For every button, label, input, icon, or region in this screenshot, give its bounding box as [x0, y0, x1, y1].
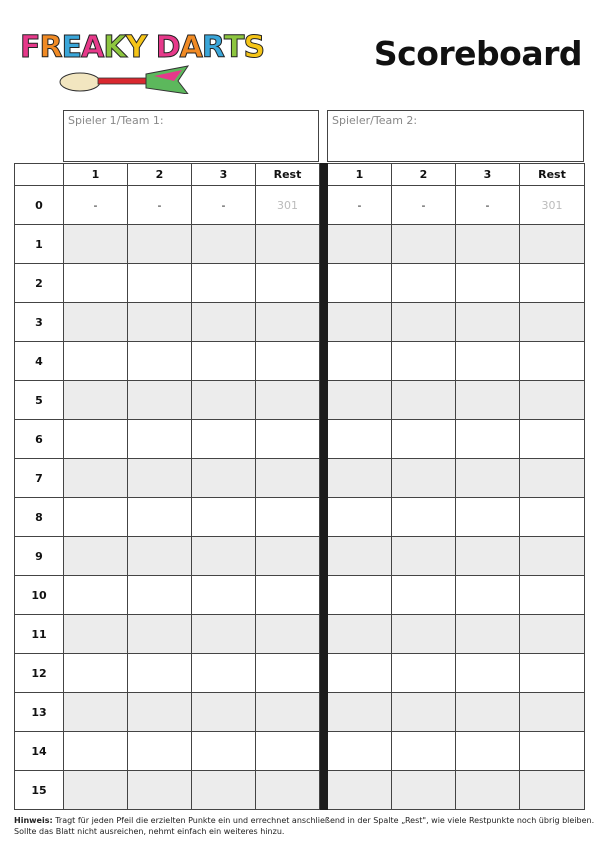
score-cell[interactable]: - — [328, 186, 392, 225]
p2-col-header: 1 — [328, 164, 392, 186]
score-cell[interactable] — [456, 303, 520, 342]
freaky-darts-logo — [20, 28, 265, 88]
rest-cell[interactable] — [520, 615, 585, 654]
divider — [320, 264, 328, 303]
rest-cell[interactable] — [520, 576, 585, 615]
logo-wordmark — [20, 30, 264, 65]
rest-cell[interactable] — [520, 264, 585, 303]
round-row — [15, 771, 585, 810]
rest-cell[interactable] — [256, 771, 320, 810]
score-cell[interactable] — [64, 225, 128, 264]
score-cell[interactable] — [328, 615, 392, 654]
score-cell[interactable] — [392, 303, 456, 342]
round-row — [15, 420, 585, 459]
score-cell[interactable] — [64, 771, 128, 810]
row-number: 15 — [15, 771, 64, 810]
score-cell[interactable] — [192, 381, 256, 420]
rest-cell[interactable] — [256, 459, 320, 498]
score-cell[interactable] — [456, 654, 520, 693]
divider — [320, 459, 328, 498]
score-cell[interactable] — [64, 537, 128, 576]
rest-cell[interactable]: 301 — [256, 186, 320, 225]
divider — [320, 654, 328, 693]
score-cell[interactable]: - — [128, 186, 192, 225]
score-cell[interactable] — [192, 225, 256, 264]
score-cell[interactable] — [64, 732, 128, 771]
rest-cell[interactable] — [256, 420, 320, 459]
p1-col-header: 2 — [128, 164, 192, 186]
score-cell[interactable] — [64, 381, 128, 420]
score-cell[interactable] — [128, 654, 192, 693]
round-row — [15, 654, 585, 693]
score-cell[interactable] — [64, 615, 128, 654]
round-row — [15, 498, 585, 537]
divider — [320, 576, 328, 615]
header-row — [15, 164, 585, 186]
score-cell[interactable] — [64, 654, 128, 693]
score-cell[interactable] — [192, 693, 256, 732]
logo-letter: D — [155, 30, 180, 65]
score-cell[interactable] — [64, 264, 128, 303]
score-cell[interactable] — [192, 576, 256, 615]
score-cell[interactable] — [64, 459, 128, 498]
logo-letter: F — [20, 30, 40, 65]
score-cell[interactable] — [328, 693, 392, 732]
note-text: Tragt für jeden Pfeil die erzielten Punkte ein und errechnet anschließend in der Spalte „Rest", wie viele Restpunkte noch übrig bleiben. Sollte das Blatt nicht ausreichen, nehmt einfach ein weiteres hinzu. — [14, 816, 595, 836]
score-cell[interactable]: - — [392, 186, 456, 225]
score-cell[interactable] — [456, 381, 520, 420]
score-cell[interactable] — [456, 498, 520, 537]
rest-cell[interactable] — [520, 342, 585, 381]
score-cell[interactable] — [392, 225, 456, 264]
score-cell[interactable] — [328, 732, 392, 771]
divider — [320, 381, 328, 420]
score-cell[interactable] — [192, 420, 256, 459]
row-number: 9 — [15, 537, 64, 576]
p2-col-header: Rest — [520, 164, 585, 186]
score-cell[interactable] — [328, 264, 392, 303]
score-cell[interactable] — [192, 771, 256, 810]
score-cell[interactable] — [392, 459, 456, 498]
score-table — [14, 163, 585, 810]
score-cell[interactable] — [192, 654, 256, 693]
score-cell[interactable] — [392, 771, 456, 810]
rest-cell[interactable] — [256, 225, 320, 264]
score-cell[interactable] — [392, 342, 456, 381]
rest-cell[interactable] — [256, 654, 320, 693]
round-row — [15, 576, 585, 615]
logo-letter: K — [103, 30, 126, 65]
score-cell[interactable] — [328, 771, 392, 810]
rest-cell[interactable] — [520, 537, 585, 576]
round-row — [15, 303, 585, 342]
score-cell[interactable] — [128, 693, 192, 732]
score-cell[interactable] — [328, 342, 392, 381]
rest-cell[interactable] — [520, 225, 585, 264]
score-cell[interactable] — [456, 459, 520, 498]
score-cell[interactable] — [328, 459, 392, 498]
row-number: 5 — [15, 381, 64, 420]
score-cell[interactable] — [192, 342, 256, 381]
score-cell[interactable]: - — [192, 186, 256, 225]
divider — [320, 615, 328, 654]
rest-cell[interactable] — [256, 732, 320, 771]
score-cell[interactable] — [392, 537, 456, 576]
round-row — [15, 732, 585, 771]
score-cell[interactable] — [128, 537, 192, 576]
round-row — [15, 225, 585, 264]
hint-note — [14, 815, 598, 837]
score-cell[interactable] — [392, 381, 456, 420]
divider — [320, 771, 328, 810]
rest-cell[interactable] — [256, 498, 320, 537]
score-cell[interactable] — [128, 771, 192, 810]
score-cell[interactable] — [128, 615, 192, 654]
player2-name-field[interactable] — [327, 110, 584, 162]
row-number: 4 — [15, 342, 64, 381]
divider — [320, 420, 328, 459]
rest-cell[interactable] — [256, 615, 320, 654]
score-cell[interactable] — [192, 264, 256, 303]
score-cell[interactable] — [192, 303, 256, 342]
round-row — [15, 381, 585, 420]
round-row — [15, 693, 585, 732]
score-cell[interactable] — [456, 576, 520, 615]
p2-col-header: 3 — [456, 164, 520, 186]
score-cell[interactable] — [64, 420, 128, 459]
row-number: 13 — [15, 693, 64, 732]
score-cell[interactable] — [328, 654, 392, 693]
round-row — [15, 342, 585, 381]
score-cell[interactable] — [128, 303, 192, 342]
divider — [320, 303, 328, 342]
logo-letter — [146, 30, 155, 65]
score-cell[interactable] — [456, 225, 520, 264]
score-cell[interactable] — [456, 342, 520, 381]
score-cell[interactable] — [456, 732, 520, 771]
rest-cell[interactable] — [256, 381, 320, 420]
score-cell[interactable] — [456, 771, 520, 810]
row-number: 14 — [15, 732, 64, 771]
score-cell[interactable] — [64, 342, 128, 381]
logo-letter: E — [61, 30, 82, 65]
rest-cell[interactable] — [256, 537, 320, 576]
row-number: 3 — [15, 303, 64, 342]
rest-cell[interactable] — [256, 264, 320, 303]
row-number: 0 — [15, 186, 64, 225]
score-cell[interactable] — [328, 225, 392, 264]
score-cell[interactable] — [128, 264, 192, 303]
score-cell[interactable] — [128, 459, 192, 498]
rest-cell[interactable] — [256, 303, 320, 342]
score-cell[interactable] — [192, 498, 256, 537]
score-cell[interactable] — [456, 537, 520, 576]
divider — [320, 732, 328, 771]
score-cell[interactable] — [456, 693, 520, 732]
logo-letter: A — [81, 30, 104, 65]
player1-label: Spieler 1/Team 1: — [68, 114, 164, 127]
score-cell[interactable] — [392, 498, 456, 537]
score-cell[interactable] — [128, 225, 192, 264]
rest-cell[interactable] — [256, 342, 320, 381]
score-cell[interactable] — [456, 264, 520, 303]
divider — [320, 186, 328, 225]
row-number: 8 — [15, 498, 64, 537]
row-number: 1 — [15, 225, 64, 264]
divider — [320, 225, 328, 264]
score-cell[interactable] — [192, 537, 256, 576]
divider — [320, 537, 328, 576]
score-cell[interactable] — [64, 693, 128, 732]
divider — [320, 498, 328, 537]
score-cell[interactable] — [392, 264, 456, 303]
score-cell[interactable]: - — [64, 186, 128, 225]
score-cell[interactable] — [392, 654, 456, 693]
rest-cell[interactable] — [256, 576, 320, 615]
score-cell[interactable] — [392, 420, 456, 459]
score-cell[interactable] — [128, 732, 192, 771]
score-cell[interactable] — [328, 576, 392, 615]
row-number: 12 — [15, 654, 64, 693]
logo-letter: Y — [125, 30, 147, 65]
corner-cell — [15, 164, 64, 186]
rest-cell[interactable] — [520, 381, 585, 420]
rest-cell[interactable] — [520, 303, 585, 342]
score-cell[interactable] — [392, 693, 456, 732]
score-cell[interactable] — [456, 420, 520, 459]
logo-letter: T — [224, 30, 244, 65]
score-cell[interactable] — [328, 537, 392, 576]
score-cell[interactable] — [328, 498, 392, 537]
row-number: 2 — [15, 264, 64, 303]
score-cell[interactable] — [128, 342, 192, 381]
rest-cell[interactable] — [520, 771, 585, 810]
score-cell[interactable] — [392, 615, 456, 654]
rest-cell[interactable] — [520, 654, 585, 693]
divider — [320, 342, 328, 381]
rest-cell[interactable] — [520, 732, 585, 771]
dart-icon — [58, 64, 198, 94]
round-row — [15, 537, 585, 576]
score-cell[interactable] — [128, 576, 192, 615]
round-row — [15, 615, 585, 654]
logo-letter: S — [243, 30, 265, 65]
score-cell[interactable] — [328, 381, 392, 420]
score-cell[interactable] — [192, 615, 256, 654]
score-cell[interactable]: - — [456, 186, 520, 225]
divider — [320, 693, 328, 732]
score-cell[interactable] — [456, 615, 520, 654]
note-bold: Hinweis: — [14, 816, 53, 825]
round-row — [15, 459, 585, 498]
score-cell[interactable] — [328, 420, 392, 459]
logo-letter: R — [39, 30, 62, 65]
rest-cell[interactable] — [256, 693, 320, 732]
rest-cell[interactable] — [520, 459, 585, 498]
p1-col-header: 1 — [64, 164, 128, 186]
rest-cell[interactable] — [520, 693, 585, 732]
player1-name-field[interactable] — [63, 110, 319, 162]
rest-cell[interactable] — [520, 420, 585, 459]
p2-col-header: 2 — [392, 164, 456, 186]
logo-letter: A — [179, 30, 202, 65]
p1-col-header: Rest — [256, 164, 320, 186]
rest-cell[interactable] — [520, 498, 585, 537]
score-cell[interactable] — [64, 576, 128, 615]
score-cell[interactable] — [192, 459, 256, 498]
score-cell[interactable] — [392, 732, 456, 771]
score-cell[interactable] — [128, 498, 192, 537]
score-cell[interactable] — [128, 420, 192, 459]
score-cell[interactable] — [192, 732, 256, 771]
start-row — [15, 186, 585, 225]
score-cell[interactable] — [64, 498, 128, 537]
score-cell[interactable] — [128, 381, 192, 420]
row-number: 7 — [15, 459, 64, 498]
player2-label: Spieler/Team 2: — [332, 114, 418, 127]
logo-letter: R — [201, 30, 224, 65]
round-row — [15, 264, 585, 303]
row-number: 6 — [15, 420, 64, 459]
page-title: Scoreboard — [373, 34, 582, 73]
row-number: 11 — [15, 615, 64, 654]
score-cell[interactable] — [328, 303, 392, 342]
score-cell[interactable] — [64, 303, 128, 342]
row-number: 10 — [15, 576, 64, 615]
p1-col-header: 3 — [192, 164, 256, 186]
rest-cell[interactable]: 301 — [520, 186, 585, 225]
divider — [320, 164, 328, 186]
score-cell[interactable] — [392, 576, 456, 615]
